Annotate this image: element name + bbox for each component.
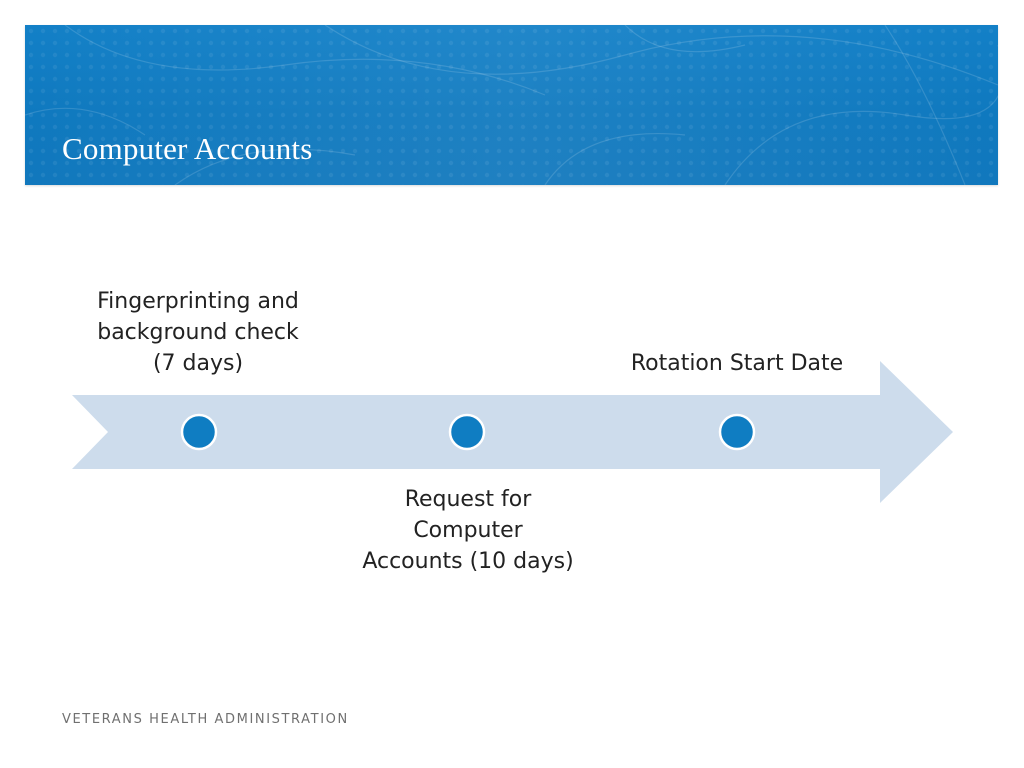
milestone-label-request — [350, 484, 586, 577]
milestone-marker-request — [450, 415, 484, 449]
milestone-label-line: Request for — [404, 487, 532, 512]
milestone-label-line: Computer — [413, 518, 523, 543]
milestone-label-line: background check — [97, 320, 299, 345]
slide-title: Computer Accounts — [62, 131, 313, 166]
milestone-marker-rotation — [720, 415, 754, 449]
milestone-label-line: (7 days) — [152, 351, 244, 376]
milestone-label-rotation — [608, 348, 866, 379]
footer-organization: VETERANS HEALTH ADMINISTRATION — [62, 712, 349, 727]
milestone-marker-fingerprinting — [182, 415, 216, 449]
milestone-label-fingerprinting — [78, 286, 318, 379]
milestone-label-line: Rotation Start Date — [630, 351, 844, 376]
milestone-label-line: Fingerprinting and — [97, 289, 299, 314]
milestone-label-line: Accounts (10 days) — [362, 549, 574, 574]
